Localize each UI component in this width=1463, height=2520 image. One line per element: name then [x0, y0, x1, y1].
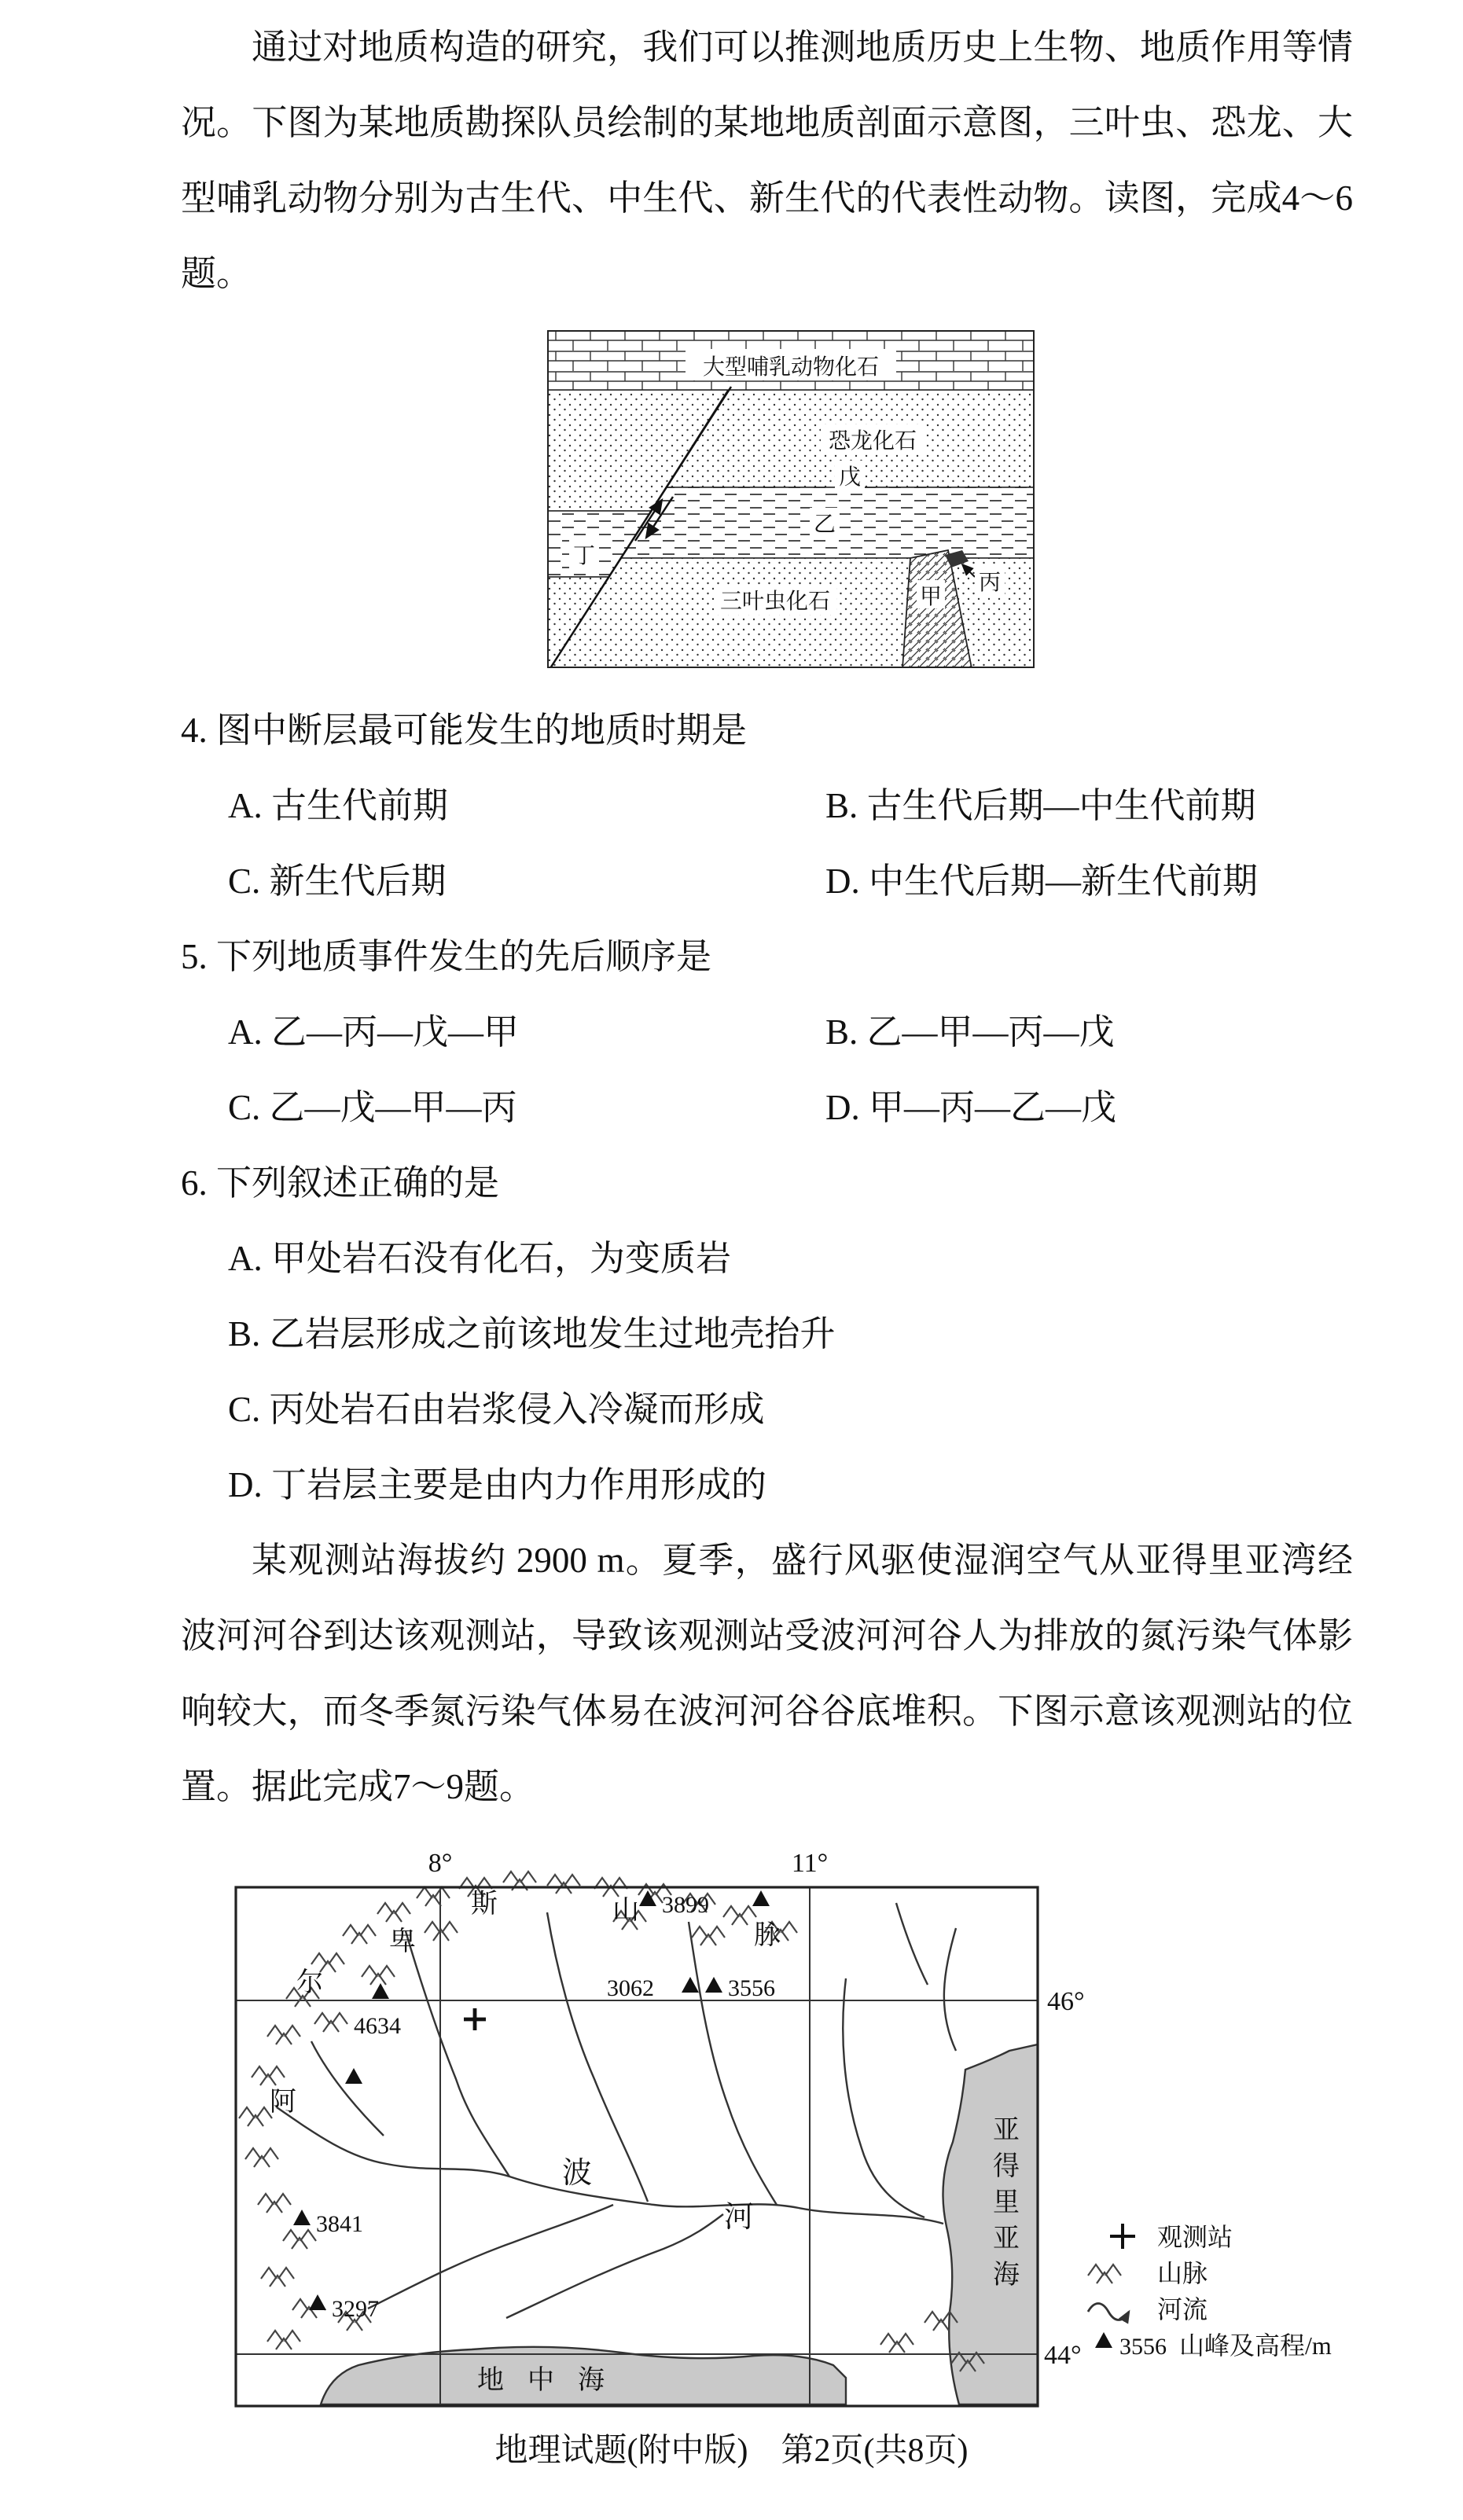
- label-jia: 甲: [919, 585, 943, 609]
- med-char-hai: 海: [578, 2366, 605, 2395]
- question-5-option-c: C. 乙—戊—甲—丙: [228, 1088, 517, 1127]
- po-valley-map-figure: [220, 1840, 1368, 2423]
- intro-paragraph-2: 某观测站海拔约 2900 m。夏季，盛行风驱使湿润空气从亚得里亚湾经波河河谷到达该观测站，导致该观测站受波河河谷人为排放的氮污染气体影响较大，而冬季氮污染气体易在波河河谷谷底堆积。下图示意该观测站的位置。据此完成7～9题。: [181, 1541, 1353, 1806]
- latitude-46-label: 46°: [1047, 1987, 1085, 2016]
- alps-char-a: 阿: [270, 2088, 296, 2117]
- alps-char-shan: 山: [612, 1896, 639, 1925]
- adriatic-char-1: 亚: [993, 2116, 1020, 2145]
- med-char-zhong: 中: [527, 2366, 554, 2395]
- label-yi: 乙: [813, 512, 836, 537]
- question-5: [181, 919, 1353, 1145]
- legend-mountain-icon: [1088, 2265, 1121, 2283]
- alps-char-bei: 卑: [389, 1927, 416, 1956]
- longitude-8-label: 8°: [428, 1849, 453, 1878]
- peak-4634-label: 4634: [354, 2013, 401, 2039]
- question-4-option-c: C. 新生代后期: [228, 861, 447, 901]
- adriatic-char-2: 得: [993, 2152, 1020, 2181]
- legend-station-icon: [1110, 2224, 1135, 2249]
- question-5-stem: 5. 下列地质事件发生的先后顺序是: [181, 937, 712, 976]
- po-char-bo: 波: [561, 2157, 593, 2190]
- rivers: [277, 1903, 956, 2318]
- adriatic-sea: [943, 2044, 1038, 2404]
- latitude-44-label: 44°: [1044, 2341, 1082, 2370]
- map-border: [236, 1887, 1038, 2406]
- alps-char-mai: 脉: [754, 1921, 781, 1950]
- question-6-option-a: A. 甲处岩石没有化石，为变质岩: [228, 1239, 731, 1278]
- question-6-option-c: C. 丙处岩石由岩浆侵入冷凝而形成: [228, 1390, 765, 1429]
- po-char-he: 河: [723, 2201, 755, 2234]
- question-6-option-d: D. 丁岩层主要是由内力作用形成的: [228, 1465, 766, 1504]
- graticule: [236, 1887, 1038, 2406]
- question-4-option-d: D. 中生代后期—新生代前期: [825, 861, 1258, 901]
- peak-3556-label: 3556: [728, 1975, 775, 2001]
- question-4-options-row-2: [181, 843, 1353, 919]
- question-6-option-b: B. 乙岩层形成之前该地发生过地壳抬升: [228, 1314, 836, 1354]
- med-char-di: 地: [477, 2366, 504, 2395]
- peak-3297-label: 3297: [332, 2296, 379, 2322]
- po-valley-map-svg: [220, 1840, 1368, 2419]
- question-5-option-b: B. 乙—甲—丙—戊: [825, 1012, 1115, 1052]
- label-dinosaur-fossil: 恐龙化石: [828, 429, 917, 454]
- map-legend: [1088, 2223, 1332, 2360]
- geology-cross-section-svg: [547, 330, 1035, 668]
- question-5-option-d: D. 甲—丙—乙—戊: [825, 1088, 1116, 1127]
- adriatic-char-5: 海: [993, 2261, 1020, 2290]
- legend-mountain-label: 山脉: [1157, 2259, 1208, 2287]
- label-trilobite-fossil: 三叶虫化石: [719, 590, 831, 614]
- legend-river-label: 河流: [1157, 2295, 1208, 2323]
- adriatic-char-3: 里: [993, 2188, 1020, 2217]
- peak-3841-label: 3841: [316, 2211, 363, 2237]
- label-wu: 戊: [838, 465, 862, 490]
- question-5-options-row-1: [181, 994, 1353, 1070]
- question-4-stem: 4. 图中断层最可能发生的地质时期是: [181, 711, 748, 750]
- adriatic-char-4: 亚: [993, 2224, 1020, 2254]
- question-6: [181, 1145, 1353, 1523]
- peak-3899-label: 3899: [662, 1892, 709, 1918]
- intro-paragraph-1: 通过对地质构造的研究，我们可以推测地质历史上生物、地质作用等情况。下图为某地质勘探队员绘制的某地地质剖面示意图，三叶虫、恐龙、大型哺乳动物分别为古生代、中生代、新生代的代表性动物。读图，完成4～6题。: [181, 28, 1353, 293]
- page-footer: 地理试题(附中版) 第2页(共8页): [494, 2433, 969, 2469]
- peak-3062-label: 3062: [607, 1975, 654, 2001]
- alps-char-si: 斯: [471, 1890, 498, 1919]
- question-4-options-row-1: [181, 768, 1353, 843]
- legend-station-label: 观测站: [1157, 2223, 1233, 2251]
- legend-river-icon: [1088, 2304, 1129, 2320]
- longitude-11-label: 11°: [791, 1849, 829, 1878]
- question-5-option-a: A. 乙—丙—戊—甲: [228, 1012, 519, 1052]
- geology-cross-section-figure: [547, 330, 1035, 672]
- question-4-option-b: B. 古生代后期—中生代前期: [825, 786, 1256, 825]
- question-4: [181, 692, 1353, 919]
- label-ding: 丁: [572, 544, 596, 568]
- peaks: [293, 1890, 775, 2322]
- legend-peak-label: 山峰及高程/m: [1179, 2331, 1332, 2360]
- legend-peak-value: 3556: [1119, 2334, 1167, 2360]
- label-mammal-fossil: 大型哺乳动物化石: [702, 355, 880, 380]
- question-5-options-row-2: [181, 1070, 1353, 1145]
- label-bing: 丙: [978, 571, 1002, 595]
- question-6-stem: 6. 下列叙述正确的是: [181, 1163, 500, 1203]
- alps-char-er: 尔: [296, 1968, 323, 1997]
- question-4-option-a: A. 古生代前期: [228, 786, 448, 825]
- observation-station-symbol: [464, 2008, 486, 2030]
- legend-peak-icon: [1095, 2332, 1112, 2348]
